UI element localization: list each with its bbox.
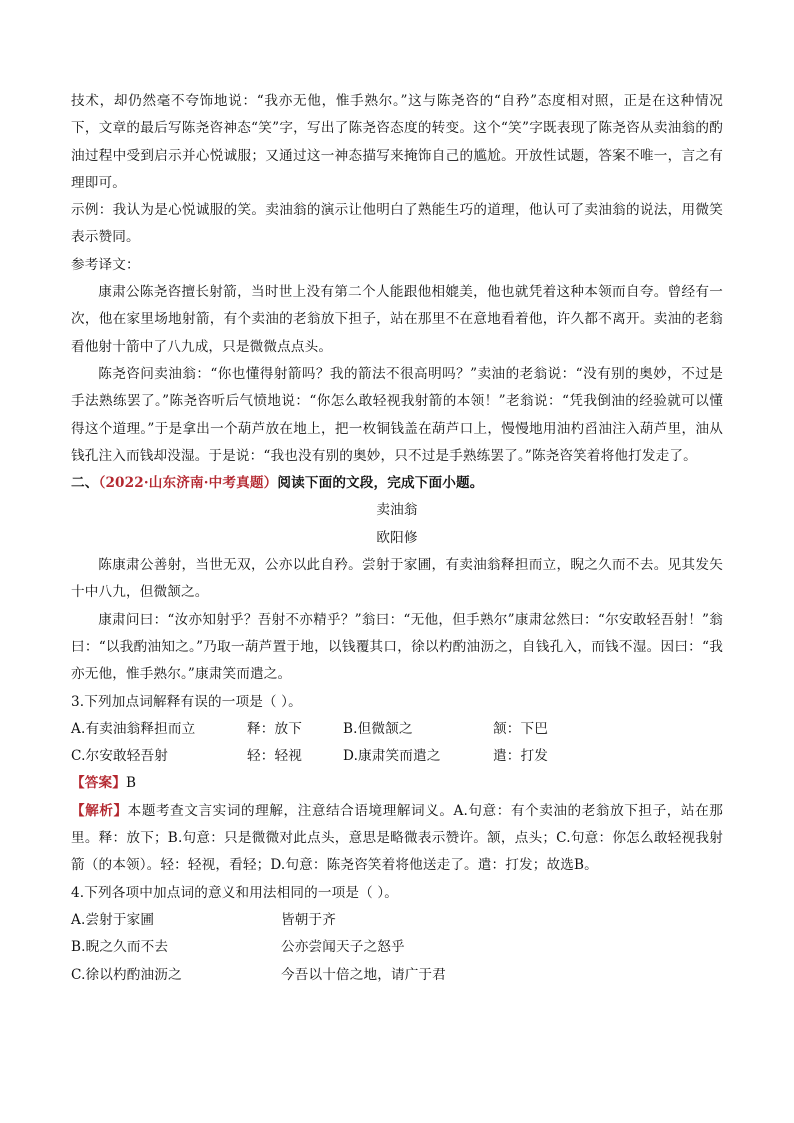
option-c-gloss: 轻：轻视 <box>247 748 302 765</box>
option-b-left: B.睨之久而不去 <box>71 939 169 956</box>
translation-paragraph-1: 康肃公陈尧咨擅长射箭，当时世上没有第二个人能跟他相媲美，他也就凭着这种本领而自夸。曾经有一次，他在家里场地射箭，有个卖油的老翁放下担子，站在那里不在意地看着他，许久都不离开。卖油的老翁看他射十箭中了八九成，只是微微点点头。 <box>71 284 723 355</box>
option-b-right: 公亦尝闻天子之怒乎 <box>281 939 405 956</box>
analysis-paragraph: 技术，却仍然毫不夸饰地说：“我亦无他，惟手熟尔。”这与陈尧咨的“自矜”态度相对照，正是在这种情况下，文章的最后写陈尧咨神态“笑”字，写出了陈尧咨态度的转变。这个“笑”字既表现了陈尧咨从卖油翁的酌油过程中受到启示并心悦诚服；又通过这一神态描写来掩饰自己的尴尬。开放性试题，答案不唯一，言之有理即可。 <box>71 93 723 191</box>
question-4-option-c <box>71 962 723 989</box>
poem-author: 欧阳修 <box>376 529 418 546</box>
document-content <box>71 88 723 989</box>
section-number: 二、 <box>71 475 99 492</box>
option-a-left: A.尝射于家圃 <box>71 911 155 928</box>
classical-text-paragraph-2: 康肃问曰：“汝亦知射乎？吾射不亦精乎？”翁曰：“无他，但手熟尔”康肃忿然曰：“尔安敢轻吾射！”翁曰：“以我酌油知之。”乃取一葫芦置于地，以钱覆其口，徐以杓酌油沥之，自钱孔入，而钱不湿。因曰：“我亦无他，惟手熟尔。”康肃笑而遣之。 <box>71 611 723 683</box>
translation-paragraph-2: 陈尧咨问卖油翁：“你也懂得射箭吗？我的箭法不很高明吗？”卖油的老翁说：“没有别的奥妙，不过是手法熟练罢了。”陈尧咨听后气愤地说：“你怎么敢轻视我射箭的本领！”老翁说：“凭我倒油的经验就可以懂得这个道理。”于是拿出一个葫芦放在地上，把一枚铜钱盖在葫芦口上，慢慢地用油杓舀油注入葫芦里，油从钱孔注入而钱却没湿。于是说：“我也没有别的奥妙，只不过是手熟练罢了。”陈尧咨笑着将他打发走了。 <box>71 365 723 464</box>
option-b: B.但微颔之 <box>343 720 413 737</box>
option-a-gloss: 释：放下 <box>247 720 302 737</box>
analysis-text: 本题考查文言实词的理解，注意结合语境理解词义。A.句意：有个卖油的老翁放下担子，站在那里。释：放下；B.句意：只是微微对此点头，意思是略微表示赞许。颔，点头；C.句意：你怎么敢轻视我射箭（的本领）。轻：轻视，看轻；D.句意：陈尧咨笑着将他送走了。遣：打发；故选B。 <box>71 802 723 874</box>
example-answer: 示例：我认为是心悦诚服的笑。卖油翁的演示让他明白了熟能生巧的道理，他认可了卖油翁的说法，用微笑表示赞同。 <box>71 202 723 246</box>
answer-tag: 【答案】 <box>71 775 126 792</box>
option-a-right: 皆朝于齐 <box>281 911 336 928</box>
poem-title: 卖油翁 <box>376 502 418 519</box>
question-3-answer <box>71 770 723 797</box>
question-3-stem: 3.下列加点词解释有误的一项是（ ）。 <box>71 693 302 710</box>
reference-translation-heading: 参考译文： <box>71 256 140 273</box>
section-instruction: 阅读下面的文段，完成下面小题。 <box>277 475 484 492</box>
section-two-heading <box>71 470 723 497</box>
classical-text-paragraph-1: 陈康肃公善射，当世无双，公亦以此自矜。尝射于家圃，有卖油翁释担而立，睨之久而不去。见其发矢十中八九，但微颔之。 <box>71 557 723 601</box>
question-4-stem: 4.下列各项中加点词的意义和用法相同的一项是（ ）。 <box>71 884 399 901</box>
option-c-right: 今吾以十倍之地，请广于君 <box>281 966 446 983</box>
question-3-options-row-1 <box>71 716 723 743</box>
option-d: D.康肃笑而遣之 <box>343 748 441 765</box>
question-4-option-b <box>71 934 723 961</box>
answer-value: B <box>125 775 137 792</box>
option-c-left: C.徐以杓酌油沥之 <box>71 966 182 983</box>
option-c: C.尔安敢轻吾射 <box>71 748 168 765</box>
question-3-analysis <box>71 798 723 880</box>
option-b-gloss: 颔：下巴 <box>493 720 548 737</box>
exam-source: （2022·山东济南·中考真题） <box>98 475 278 492</box>
question-4-option-a <box>71 907 723 934</box>
option-a: A.有卖油翁释担而立 <box>71 720 196 737</box>
question-3-options-row-2 <box>71 743 723 770</box>
option-d-gloss: 遣：打发 <box>493 748 548 765</box>
analysis-tag: 【解析】 <box>71 802 128 819</box>
